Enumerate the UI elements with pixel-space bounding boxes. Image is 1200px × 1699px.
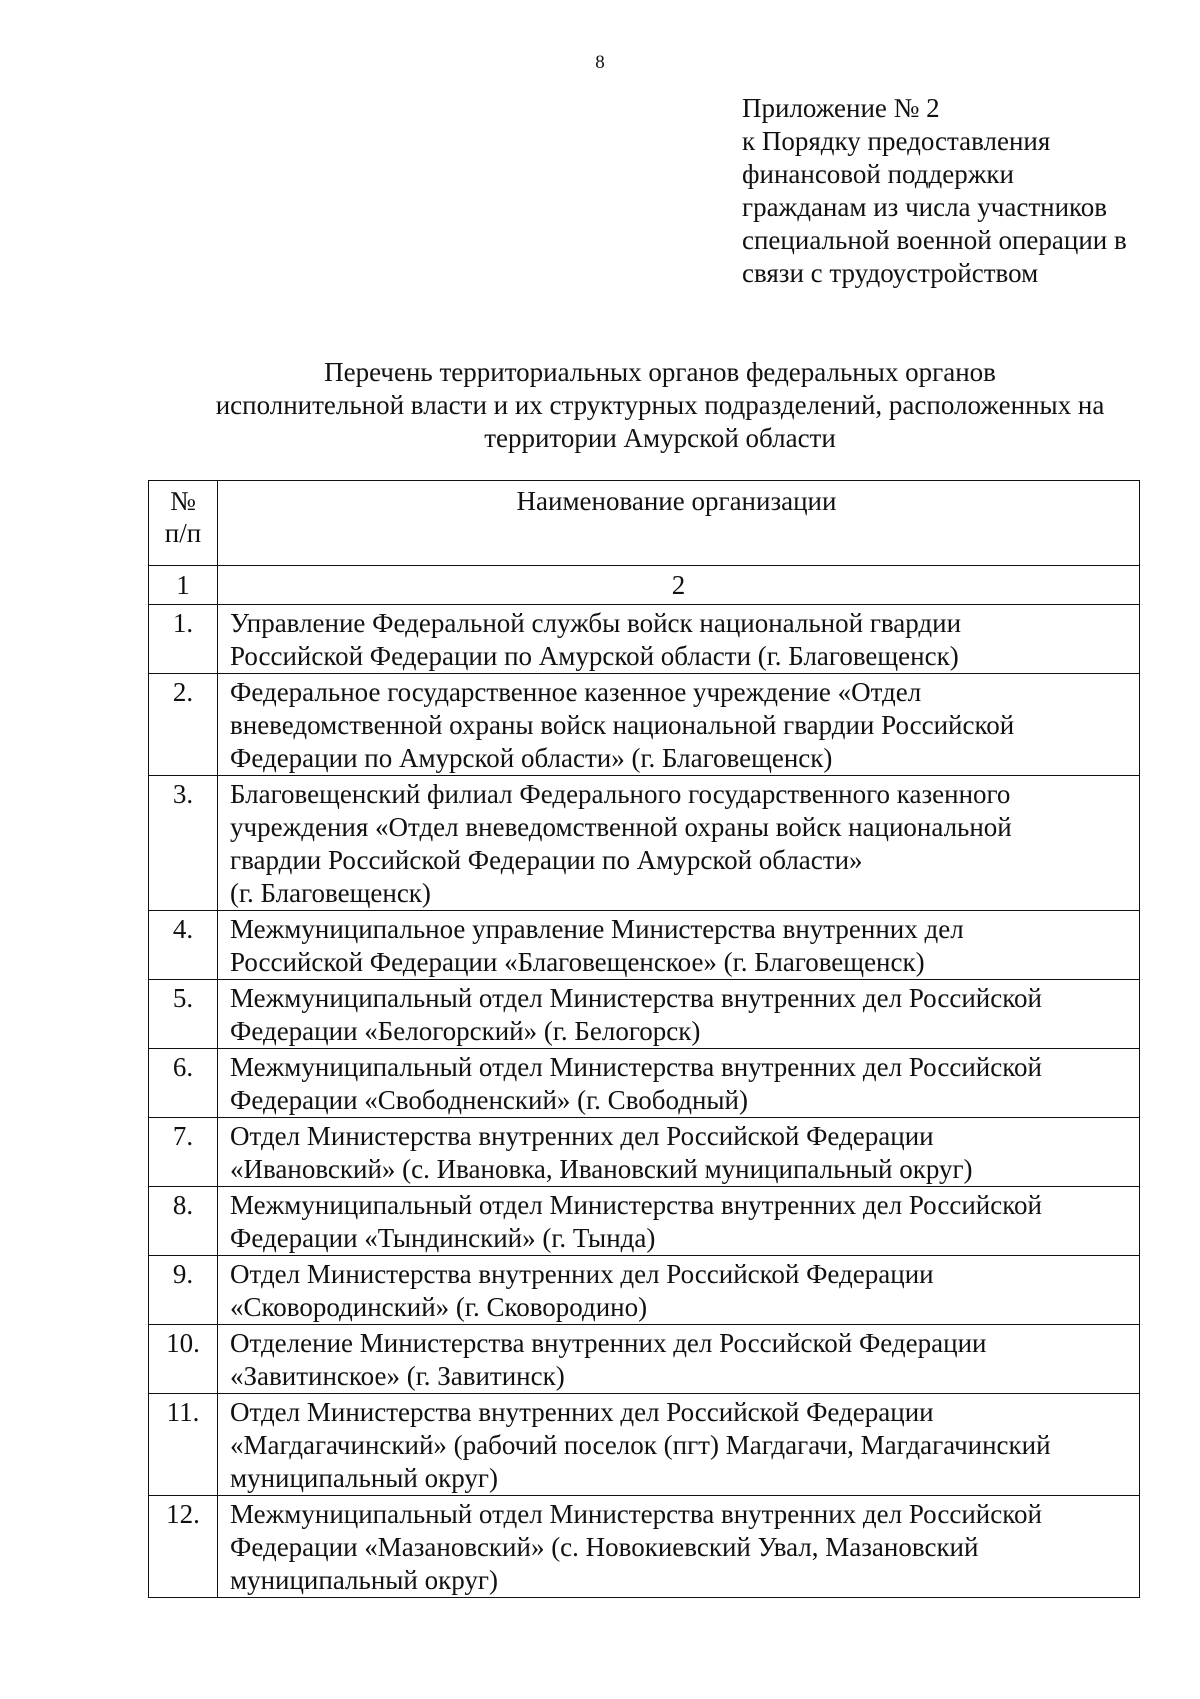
organization-name-line: муниципальный округ) <box>230 1565 498 1595</box>
page-number: 8 <box>595 52 605 73</box>
organization-name-line: вневедомственной охраны войск национальной гвардии Российской <box>230 710 1015 740</box>
row-number: 4. <box>149 911 218 980</box>
organization-name-line: Межмуниципальное управление Министерства внутренних дел <box>230 914 964 944</box>
organization-name-line: Отделение Министерства внутренних дел Российской Федерации <box>230 1328 987 1358</box>
row-number: 1. <box>149 605 218 674</box>
organization-name-line: Отдел Министерства внутренних дел Российской Федерации <box>230 1259 934 1289</box>
organization-name-line: учреждения «Отдел вневедомственной охраны войск национальной <box>230 812 1012 842</box>
document-title <box>120 356 1200 455</box>
appendix-line: связи с трудоустройством <box>742 258 1039 288</box>
appendix-line: гражданам из числа участников <box>742 192 1108 222</box>
organization-name <box>218 1049 1140 1118</box>
table-row <box>149 776 1140 911</box>
organization-name-line: Межмуниципальный отдел Министерства внутренних дел Российской <box>230 983 1042 1013</box>
organization-name-line: Межмуниципальный отдел Министерства внутренних дел Российской <box>230 1052 1042 1082</box>
title-line: исполнительной власти и их структурных подразделений, расположенных на <box>215 390 1105 420</box>
title-line: Перечень территориальных органов федеральных органов <box>324 357 996 387</box>
column-index-row <box>149 566 1140 605</box>
organization-name <box>218 1496 1140 1598</box>
organization-name-line: Федерации «Тындинский» (г. Тында) <box>230 1223 656 1253</box>
organization-name-line: Отдел Министерства внутренних дел Российской Федерации <box>230 1121 934 1151</box>
organization-name <box>218 1187 1140 1256</box>
organization-name-line: «Сковородинский» (г. Сковородино) <box>230 1292 648 1322</box>
organization-name-line: Федеральное государственное казенное учреждение «Отдел <box>230 677 922 707</box>
column-index-name: 2 <box>218 566 1140 605</box>
organization-name <box>218 605 1140 674</box>
organization-name-line: «Магдагачинский» (рабочий поселок (пгт) Магдагачи, Магдагачинский <box>230 1430 1051 1460</box>
table-body <box>149 605 1140 1598</box>
table-row <box>149 1118 1140 1187</box>
organization-name <box>218 674 1140 776</box>
organization-name-line: Отдел Министерства внутренних дел Российской Федерации <box>230 1397 934 1427</box>
organizations-table <box>148 480 1140 1598</box>
organization-name-line: Федерации «Мазановский» (с. Новокиевский Увал, Мазановский <box>230 1532 979 1562</box>
appendix-line: финансовой поддержки <box>742 159 1014 189</box>
organization-name-line: Российской Федерации «Благовещенское» (г. Благовещенск) <box>230 947 925 977</box>
organization-name-line: Межмуниципальный отдел Министерства внутренних дел Российской <box>230 1499 1042 1529</box>
organization-name-line: Российской Федерации по Амурской области (г. Благовещенск) <box>230 641 959 671</box>
row-number: 8. <box>149 1187 218 1256</box>
table-row <box>149 1049 1140 1118</box>
table-row <box>149 980 1140 1049</box>
appendix-line: к Порядку предоставления <box>742 126 1051 156</box>
table-row <box>149 1496 1140 1598</box>
row-number: 3. <box>149 776 218 911</box>
organization-name-line: «Завитинское» (г. Завитинск) <box>230 1361 565 1391</box>
organization-name <box>218 911 1140 980</box>
header-number-symbol: № <box>170 486 196 516</box>
organization-name-line: (г. Благовещенск) <box>230 878 431 908</box>
row-number: 2. <box>149 674 218 776</box>
table-row <box>149 1256 1140 1325</box>
organization-name <box>218 980 1140 1049</box>
appendix-line: специальной военной операции в <box>742 225 1127 255</box>
row-number: 12. <box>149 1496 218 1598</box>
organization-name <box>218 1118 1140 1187</box>
row-number: 10. <box>149 1325 218 1394</box>
appendix-header <box>742 92 1182 290</box>
row-number: 5. <box>149 980 218 1049</box>
table-row <box>149 1187 1140 1256</box>
table-row <box>149 911 1140 980</box>
header-number-cell <box>149 481 218 566</box>
organization-name-line: муниципальный округ) <box>230 1463 498 1493</box>
organization-name-line: Благовещенский филиал Федерального государственного казенного <box>230 779 1011 809</box>
organization-name <box>218 1394 1140 1496</box>
row-number: 6. <box>149 1049 218 1118</box>
header-number-abbrev: п/п <box>164 518 202 548</box>
row-number: 11. <box>149 1394 218 1496</box>
appendix-line: Приложение № 2 <box>742 93 940 123</box>
table-header-row <box>149 481 1140 566</box>
organization-name-line: Федерации «Белогорский» (г. Белогорск) <box>230 1016 701 1046</box>
organization-name-line: Межмуниципальный отдел Министерства внутренних дел Российской <box>230 1190 1042 1220</box>
table-row <box>149 1325 1140 1394</box>
title-line: территории Амурской области <box>484 423 836 453</box>
organization-name <box>218 1256 1140 1325</box>
organization-name-line: Федерации «Свободненский» (г. Свободный) <box>230 1085 748 1115</box>
table-row <box>149 1394 1140 1496</box>
organization-name <box>218 1325 1140 1394</box>
header-name-cell: Наименование организации <box>218 481 1140 566</box>
table-row <box>149 674 1140 776</box>
organization-name-line: «Ивановский» (с. Ивановка, Ивановский муниципальный округ) <box>230 1154 973 1184</box>
organization-name-line: гвардии Российской Федерации по Амурской области» <box>230 845 863 875</box>
row-number: 9. <box>149 1256 218 1325</box>
organization-name <box>218 776 1140 911</box>
table-row <box>149 605 1140 674</box>
row-number: 7. <box>149 1118 218 1187</box>
column-index-number: 1 <box>149 566 218 605</box>
organization-name-line: Федерации по Амурской области» (г. Благовещенск) <box>230 743 833 773</box>
organization-name-line: Управление Федеральной службы войск национальной гвардии <box>230 608 962 638</box>
